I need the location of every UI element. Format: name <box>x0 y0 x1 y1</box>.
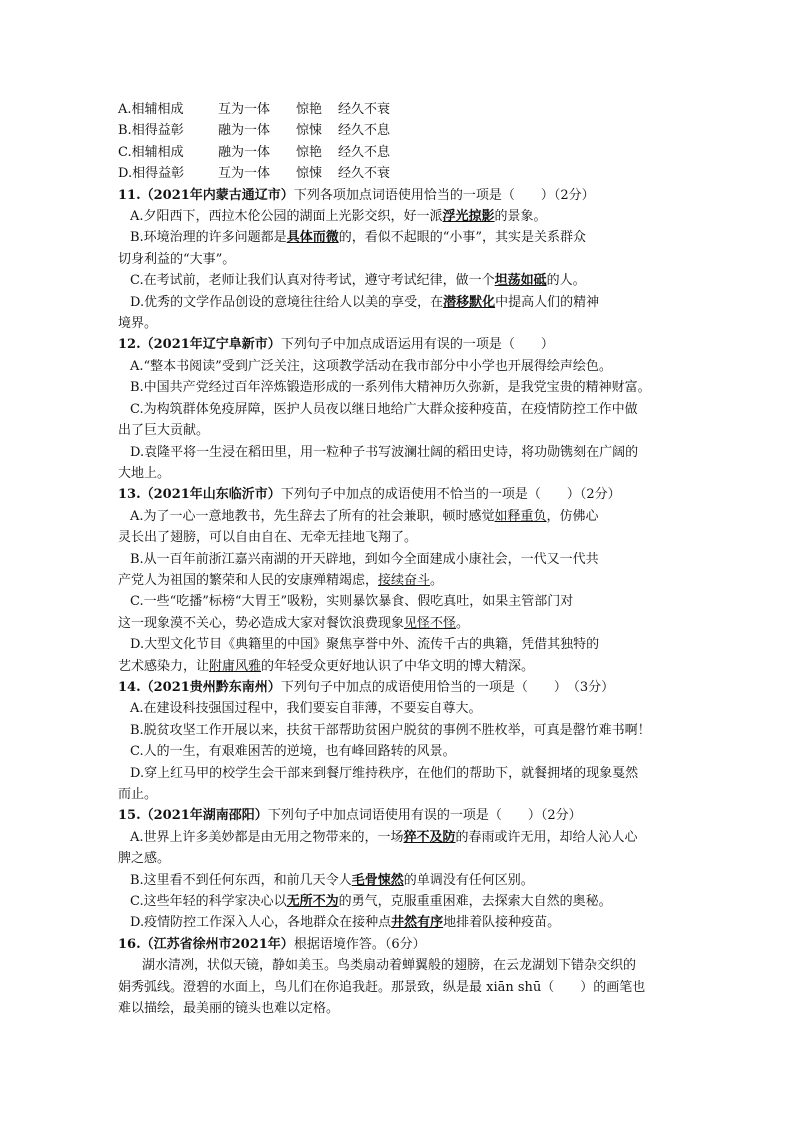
option-a: A.为了一心一意地教书，先生辞去了所有的社会兼职，顿时感觉如释重负，仿佛心 <box>130 508 599 524</box>
option-b-cont: 产党人为祖国的繁荣和人民的安康殚精竭虑，接续奋斗。 <box>118 572 444 588</box>
question-stem: 14.（2021贵州黔东南州）下列句子中加点的成语使用恰当的一项是（ ） （3分） <box>118 679 615 695</box>
option-a: A.世界上许多美妙都是由无用之物带来的，一场猝不及防的春雨或许无用，却给人沁人心 <box>130 829 638 845</box>
question-11 <box>118 185 674 335</box>
option-b: B.从一百年前浙江嘉兴南湖的开天辟地，到如今全面建成小康社会，一代又一代共 <box>130 551 599 567</box>
document-content <box>118 99 674 1019</box>
option-d: D.大型文化节目《典籍里的中国》聚焦享誉中外、流传千古的典籍，凭借其独特的 <box>130 637 600 653</box>
option-d: D.穿上红马甲的校学生会干部来到餐厅维持秩序，在他们的帮助下，就餐拥堵的现象戛然 <box>130 765 639 781</box>
passage-line: 湖水清冽，状似天镜，静如美玉。鸟类扇动着蝉翼般的翅膀，在云龙湖划下错杂交织的 <box>142 958 637 974</box>
question-stem: 15.（2021年湖南邵阳）下列句子中加点词语使用有误的一项是（ ）（2分） <box>118 808 582 824</box>
option-row: A.相辅相成 互为一体 惊艳 经久不衰 <box>118 102 391 117</box>
option-d-cont: 艺术感染力，让附庸风雅的年轻受众更好地认识了中华文明的博大精深。 <box>118 658 535 674</box>
option-c: C.这些年轻的科学家决心以无所不为的勇气，克服重重困难，去探索大自然的奥秘。 <box>130 894 612 910</box>
option-c-cont: 出了巨大贡献。 <box>118 423 210 439</box>
option-a: A.夕阳西下，西拉木伦公园的湖面上光影交织，好一派浮光掠影的景象。 <box>130 209 547 225</box>
question-stem: 12.（2021年辽宁阜新市）下列句子中加点成语运用有误的一项是（ ） <box>118 337 554 353</box>
question-stem: 16.（江苏省徐州市2021年）根据语境作答。（6分） <box>118 936 426 952</box>
option-b: B.脱贫攻坚工作开展以来，扶贫干部帮助贫困户脱贫的事例不胜枚举，可真是罄竹难书啊！ <box>130 722 651 738</box>
option-c: C.一些“吃播”标榜“大胃王”吸粉，实则暴饮暴食、假吃真吐，如果主管部门对 <box>130 594 574 610</box>
question-12 <box>118 334 674 484</box>
option-c: C.在考试前，老师让我们认真对待考试，遵守考试纪律，做一个坦荡如砥的人。 <box>130 273 586 289</box>
question-stem: 11.（2021年内蒙古通辽市）下列各项加点词语使用恰当的一项是（ ）（2分） <box>118 187 595 203</box>
option-d-cont: 大地上。 <box>118 465 171 481</box>
option-c: C.为构筑群体免疫屏障，医护人员夜以继日地给广大群众接种疫苗，在疫情防控工作中做 <box>130 401 638 417</box>
option-c: C.人的一生，有艰难困苦的逆境，也有峰回路转的风景。 <box>130 744 456 760</box>
option-b-cont: 切身利益的“大事”。 <box>118 251 236 267</box>
option-row: B.相得益彰 融为一体 惊悚 经久不息 <box>118 123 391 139</box>
question-14 <box>118 677 674 805</box>
option-d: D.袁隆平将一生浸在稻田里，用一粒种子书写波澜壮阔的稻田史诗，将功勋镌刻在广阔的 <box>130 444 639 460</box>
option-b: B.这里看不到任何东西，和前几天令人毛骨悚然的单调没有任何区别。 <box>130 872 534 888</box>
prev-options <box>118 99 674 185</box>
option-d: D.优秀的文学作品创设的意境往往给人以美的享受，在潜移默化中提高人们的精神 <box>130 294 600 310</box>
option-d-cont: 境界。 <box>118 316 158 332</box>
question-stem: 13.（2021年山东临沂市）下列句子中加点的成语使用不恰当的一项是（ ）（2分） <box>118 487 621 503</box>
option-a: A.“整本书阅读”受到广泛关注，这项教学活动在我市部分中小学也开展得绘声绘色。 <box>130 358 612 374</box>
option-row: D.相得益彰 互为一体 惊悚 经久不衰 <box>118 166 391 182</box>
question-15 <box>118 805 674 933</box>
option-a-cont: 灵长出了翅膀，可以自由自在、无牵无挂地飞翔了。 <box>118 530 418 546</box>
passage-line: 娟秀弧线。澄碧的水面上，鸟儿们在你追我赶。那景致，纵是最 xiān shū（ ）的画笔也 <box>118 979 646 995</box>
option-c-cont: 这一现象漠不关心，势必造成大家对餐饮浪费现象见怪不怪。 <box>118 615 470 631</box>
option-row: C.相辅相成 融为一体 惊艳 经久不息 <box>118 144 391 160</box>
question-16 <box>118 934 674 1020</box>
option-b: B.环境治理的许多问题都是具体而微的，看似不起眼的“小事”，其实是关系群众 <box>130 230 586 246</box>
question-13 <box>118 484 674 677</box>
option-d: D.疫情防控工作深入人心，各地群众在接种点井然有序地排着队接种疫苗。 <box>130 915 561 931</box>
option-a-cont: 脾之感。 <box>118 851 171 867</box>
option-d-cont: 而止。 <box>118 787 158 802</box>
option-a: A.在建设科技强国过程中，我们要妄自菲薄，不要妄自尊大。 <box>130 701 482 717</box>
option-b: B.中国共产党经过百年淬炼锻造形成的一系列伟大精神历久弥新，是我党宝贵的精神财富。 <box>130 380 651 396</box>
passage-line: 难以描绘，最美丽的镜头也难以定格。 <box>118 1001 340 1017</box>
